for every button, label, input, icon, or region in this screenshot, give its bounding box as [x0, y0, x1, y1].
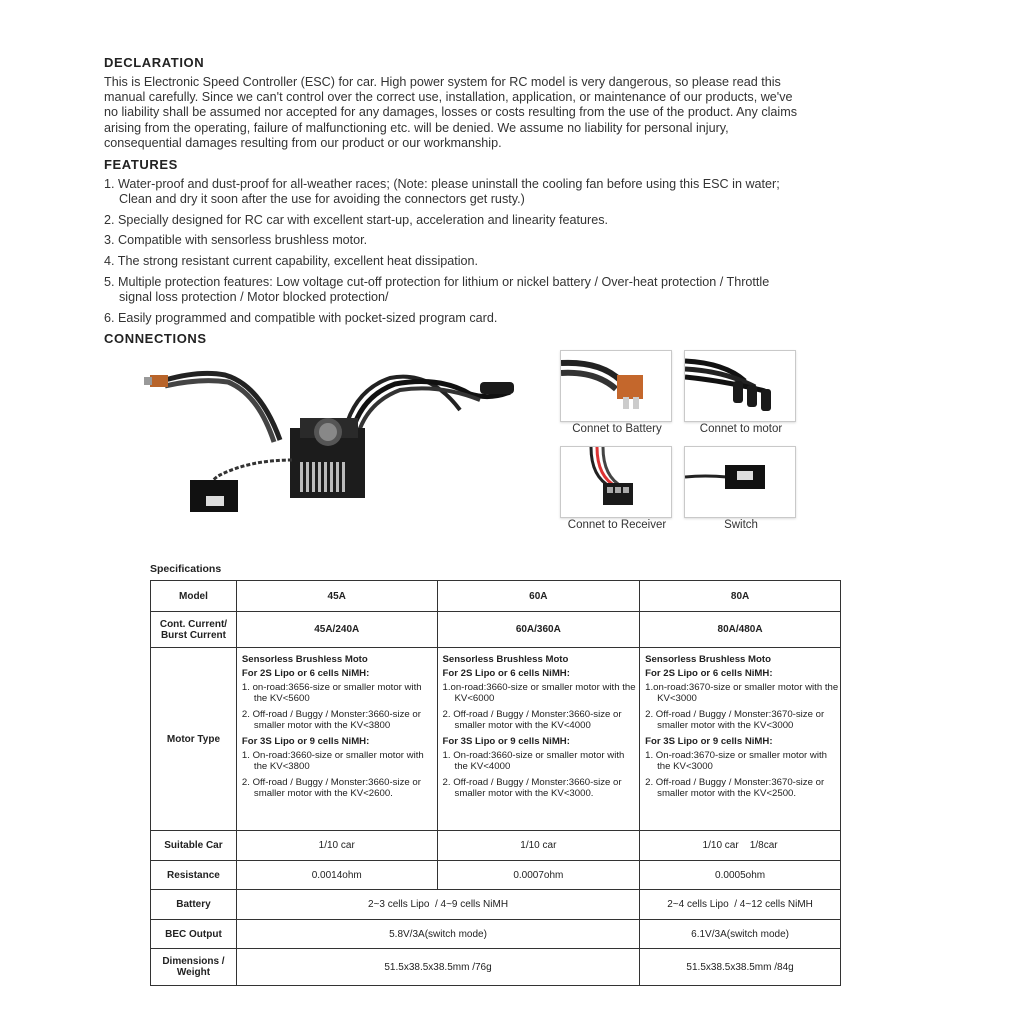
table-row: [151, 890, 841, 920]
bec-cell: 6.1V/3A(switch mode): [640, 920, 841, 949]
table-row: [151, 920, 841, 949]
feature-cont: Clean and dry it soon after the use for avoiding the connectors get rusty.): [119, 192, 525, 207]
motor-item: 1. On-road:3660-size or smaller motor with the KV<3800: [241, 750, 424, 772]
switch-image: [684, 446, 796, 518]
feature-line: 4. The strong resistant current capability, excellent heat dissipation.: [104, 254, 479, 268]
battery-cell: 2~3 cells Lipo / 4~9 cells NiMH: [236, 890, 639, 920]
motor-subhead: For 2S Lipo or 6 cells NiMH:: [241, 668, 370, 679]
dimensions-label: Dimensions / Weight: [151, 949, 237, 986]
motor-caption: Connet to motor: [699, 423, 783, 435]
car-cell: 1/10 car 1/8car: [640, 831, 841, 861]
battery-label: Battery: [151, 890, 237, 920]
feature-item-5: [104, 275, 769, 305]
car-cell: 1/10 car: [236, 831, 437, 861]
declaration-heading: DECLARATION: [104, 55, 205, 70]
feature-line: 1. Water-proof and dust-proof for all-weather races; (Note: please uninstall the cooling fan before using this ESC in water;: [104, 177, 780, 191]
motor-item: 2. Off-road / Buggy / Monster:3660-size or smaller motor with the KV<3800: [241, 709, 421, 731]
motor-subhead: For 3S Lipo or 9 cells NiMH:: [442, 736, 570, 747]
feature-item-6: [104, 311, 497, 326]
declaration-line: This is Electronic Speed Controller (ESC) for car. High power system for RC model is very dangerous, so please read this: [104, 75, 781, 89]
motor-connector-image: [684, 350, 796, 422]
motor-title: Sensorless Brushless Moto: [241, 654, 368, 665]
features-heading: FEATURES: [104, 157, 178, 172]
feature-line: 3. Compatible with sensorless brushless motor.: [104, 233, 368, 247]
dimensions-cell: 51.5x38.5x38.5mm /76g: [236, 949, 639, 986]
motor-subhead: For 2S Lipo or 6 cells NiMH:: [645, 668, 773, 679]
motor-title: Sensorless Brushless Moto: [442, 654, 569, 665]
table-row: [151, 612, 841, 648]
motor-title: Sensorless Brushless Moto: [645, 654, 771, 665]
table-row: [151, 648, 841, 831]
battery-cell: 2~4 cells Lipo / 4~12 cells NiMH: [640, 890, 841, 920]
current-cell: 60A/360A: [437, 612, 640, 648]
motor-subhead: For 3S Lipo or 9 cells NiMH:: [645, 736, 773, 747]
motor-item: 1.on-road:3660-size or smaller motor with the KV<6000: [442, 682, 636, 704]
feature-cont: signal loss protection / Motor blocked protection/: [119, 290, 389, 305]
declaration-line: consequential damages resulting from our product or our workmanship.: [104, 135, 502, 150]
table-row: [151, 949, 841, 986]
motor-item: 2. Off-road / Buggy / Monster:3670-size or smaller motor with the KV<2500.: [645, 777, 825, 799]
motor-item: 2. Off-road / Buggy / Monster:3660-size or smaller motor with the KV<3000.: [442, 777, 622, 799]
declaration-line: manual carefully. Since we can't control over the correct use, installation, application, or maintenance of our products, we've: [104, 90, 793, 105]
specs-table: [150, 580, 841, 986]
motor-cell: [437, 648, 640, 831]
bec-label: BEC Output: [151, 920, 237, 949]
declaration-line: no liability shall be assumed nor accepted for any damages, losses or costs resulting from the use of the product. Any claims: [104, 105, 798, 120]
esc-product-image: [140, 350, 530, 525]
resistance-label: Resistance: [151, 861, 237, 890]
motor-item: 2. Off-road / Buggy / Monster:3670-size or smaller motor with the KV<3000: [645, 709, 825, 731]
model-cell: 80A: [640, 581, 841, 612]
motor-item: 1. On-road:3660-size or smaller motor with the KV<4000: [442, 750, 625, 772]
resistance-cell: 0.0005ohm: [640, 861, 841, 890]
specs-title: Specifications: [150, 563, 222, 575]
car-cell: 1/10 car: [437, 831, 640, 861]
motor-cell: [236, 648, 437, 831]
car-label: Suitable Car: [151, 831, 237, 861]
switch-caption: Switch: [724, 519, 758, 531]
declaration-text: [104, 75, 924, 151]
current-label: Cont. Current/ Burst Current: [151, 612, 237, 648]
battery-caption: Connet to Battery: [572, 423, 662, 435]
table-row: [151, 831, 841, 861]
receiver-caption: Connet to Receiver: [567, 519, 667, 531]
feature-line: 6. Easily programmed and compatible with pocket-sized program card.: [104, 311, 498, 325]
model-cell: 45A: [236, 581, 437, 612]
declaration-line: arising from the operating, failure of malfunctioning etc. will be denied. We assume no liability for personal injury,: [104, 120, 729, 135]
table-row: [151, 861, 841, 890]
motor-subhead: For 2S Lipo or 6 cells NiMH:: [442, 668, 570, 679]
resistance-cell: 0.0014ohm: [236, 861, 437, 890]
current-cell: 45A/240A: [236, 612, 437, 648]
feature-line: 5. Multiple protection features: Low voltage cut-off protection for lithium or nickel battery / Over-heat protection / Throttle: [104, 275, 770, 289]
motor-item: 1. On-road:3670-size or smaller motor with the KV<3000: [645, 750, 827, 772]
feature-item-2: [104, 213, 608, 228]
battery-connector-image: [560, 350, 672, 422]
motor-item: 2. Off-road / Buggy / Monster:3660-size or smaller motor with the KV<2600.: [241, 777, 421, 799]
feature-line: 2. Specially designed for RC car with excellent start-up, acceleration and linearity features.: [104, 213, 609, 227]
feature-item-3: [104, 233, 367, 248]
current-cell: 80A/480A: [640, 612, 841, 648]
model-label: Model: [151, 581, 237, 612]
feature-item-1: [104, 177, 780, 207]
connections-heading: CONNECTIONS: [104, 331, 207, 346]
motor-label: Motor Type: [151, 648, 237, 831]
resistance-cell: 0.0007ohm: [437, 861, 640, 890]
bec-cell: 5.8V/3A(switch mode): [236, 920, 639, 949]
motor-subhead: For 3S Lipo or 9 cells NiMH:: [241, 736, 370, 747]
table-row: [151, 581, 841, 612]
motor-item: 1. on-road:3656-size or smaller motor with the KV<5600: [241, 682, 422, 704]
model-cell: 60A: [437, 581, 640, 612]
dimensions-cell: 51.5x38.5x38.5mm /84g: [640, 949, 841, 986]
receiver-connector-image: [560, 446, 672, 518]
motor-cell: [640, 648, 841, 831]
motor-item: 2. Off-road / Buggy / Monster:3660-size or smaller motor with the KV<4000: [442, 709, 622, 731]
motor-item: 1.on-road:3670-size or smaller motor with the KV<3000: [645, 682, 839, 704]
feature-item-4: [104, 254, 478, 269]
